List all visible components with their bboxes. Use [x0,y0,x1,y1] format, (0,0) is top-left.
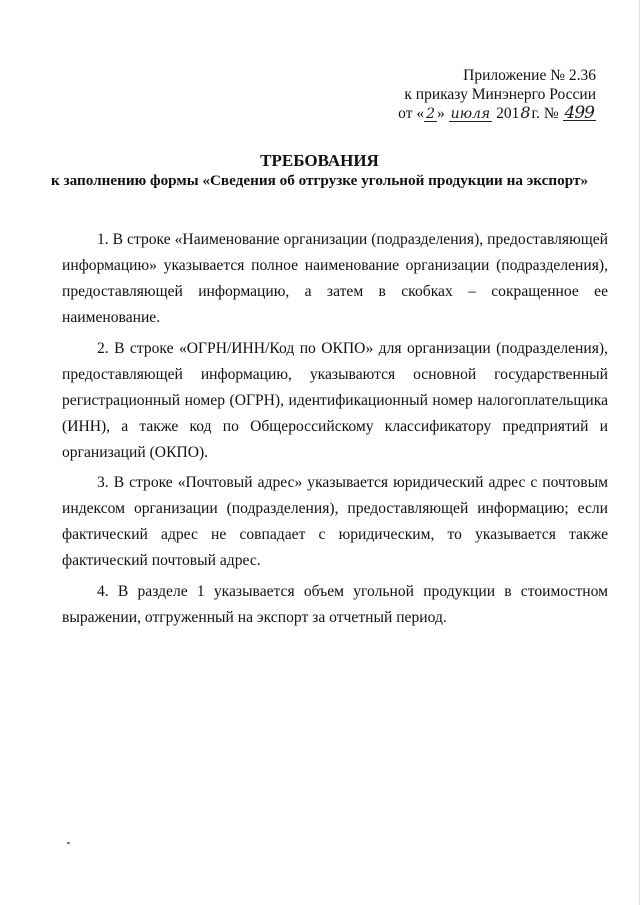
document-subtitle: к заполнению формы «Сведения об отгрузке угольной продукции на экспорт» [50,172,589,189]
appendix-number: Приложение № 2.36 [463,67,596,84]
requirement-paragraph-1: 1. В строке «Наименование организации (подразделения), предоставляющей информацию» указывается полное наименование организации (подразделения), предоставляющей информацию, а затем в скобках – сокращенное ее наименование. [62,231,608,326]
date-prefix: от « [398,105,425,122]
handwritten-month: июля [450,106,491,122]
document-title: ТРЕБОВАНИЯ [260,151,379,170]
appendix-header [398,67,596,124]
date-year-prefix: 201 [496,105,520,122]
requirements-body [62,227,608,635]
appendix-order-reference: к приказу Минэнерго России [404,85,596,103]
date-after-year: г. № [531,105,559,122]
requirement-paragraph-4: 4. В разделе 1 указывается объем угольной продукции в стоимостном выражении, отгруженный на экспорт за отчетный период. [62,582,608,626]
handwritten-year-digit: 8 [520,103,531,122]
handwritten-day: 2 [426,106,436,122]
date-quote-close: » [437,105,445,122]
handwritten-order-number: 499 [564,103,594,123]
requirement-paragraph-3: 3. В строке «Почтовый адрес» указывается юридический адрес с почтовым индексом организации (подразделения), предоставляющей информацию; если фактический адрес не совпадает с юридическим, то указывается также фактический почтовый адрес. [62,474,608,569]
requirement-paragraph-2: 2. В строке «ОГРН/ИНН/Код по ОКПО» для организации (подразделения), предоставляющей информацию, указываются основной государственный регистрационный номер (ОГРН), идентификационный номер налогоплательщика (ИНН), а также код по Общероссийскому классификатору предприятий и организаций (ОКПО). [62,339,608,461]
appendix-date-line [398,104,596,124]
scan-speck [67,842,70,844]
